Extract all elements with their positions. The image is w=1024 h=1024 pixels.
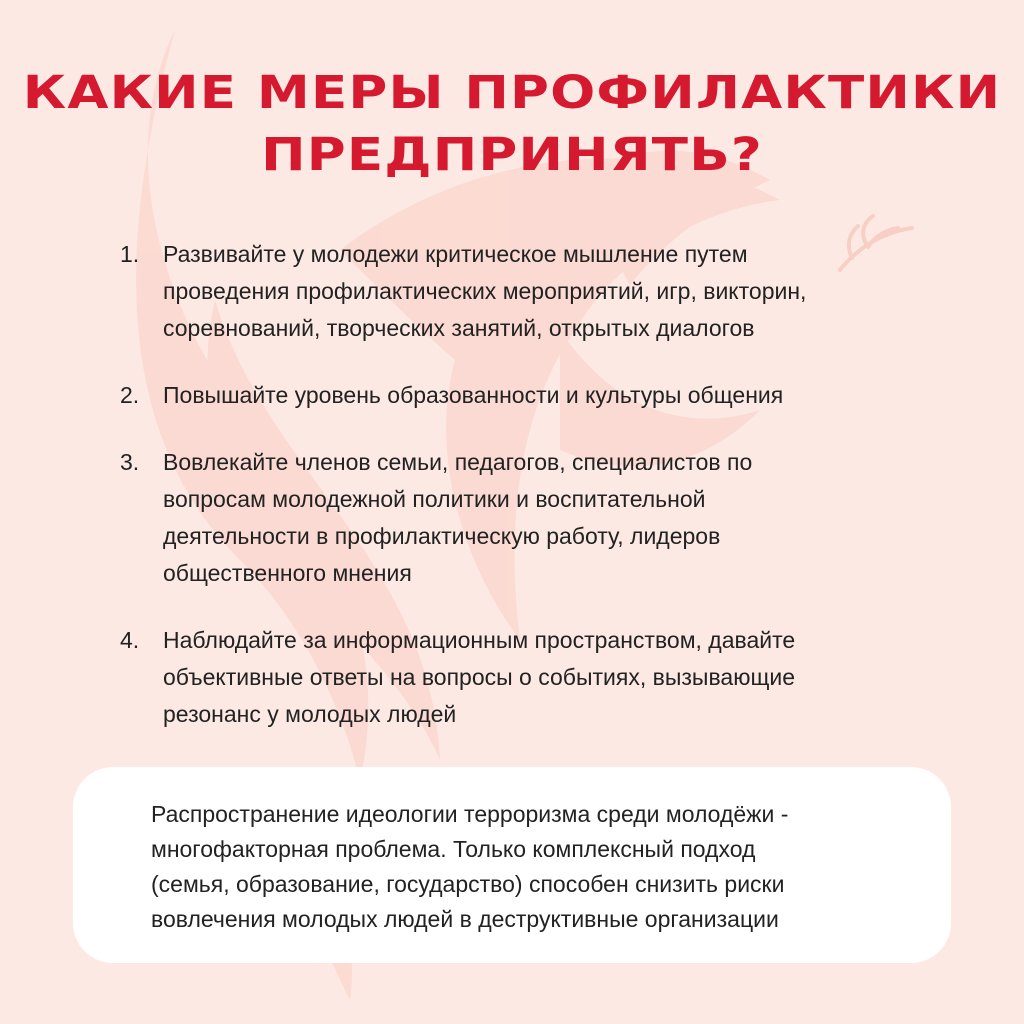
measure-line: Повышайте уровень образованности и культуры общения [163,382,784,408]
measure-number: 1. [120,241,140,267]
measure-line: Наблюдайте за информационным пространством, давайте [163,627,796,653]
summary-line: многофакторная проблема. Только комплексный подход [151,836,756,862]
measure-text [163,449,752,586]
measure-item-4 [120,622,930,733]
summary-line: Распространение идеологии терроризма среди молодёжи - [151,801,789,827]
measure-line: объективные ответы на вопросы о событиях, вызывающие [163,664,796,690]
measure-line: проведения профилактических мероприятий, игр, викторин, [163,278,807,304]
measure-text [163,627,795,727]
measure-line: Развивайте у молодежи критическое мышление путем [163,241,748,267]
measure-text [163,382,783,408]
measure-line: общественного мнения [163,560,412,586]
summary-text [151,797,921,937]
measure-text [163,241,806,341]
measure-item-1 [120,236,930,347]
prevention-measures-list [120,236,930,733]
measure-number: 2. [120,382,140,408]
summary-card [73,767,951,963]
page-title-line-2: ПРЕДПРИНЯТЬ? [261,128,763,181]
page-title [0,62,1024,186]
measure-number: 3. [120,449,140,475]
page-title-line-1: КАКИЕ МЕРЫ ПРОФИЛАКТИКИ [22,66,1002,119]
measure-line: резонанс у молодых людей [163,701,457,727]
measure-line: соревнований, творческих занятий, открытых диалогов [163,315,755,341]
summary-line: вовлечения молодых людей в деструктивные организации [151,906,779,932]
summary-line: (семья, образование, государство) способен снизить риски [151,871,785,897]
measure-item-3 [120,444,930,592]
measure-line: Вовлекайте членов семьи, педагогов, специалистов по [163,449,753,475]
measure-item-2 [120,377,930,414]
measure-number: 4. [120,627,140,653]
measure-line: деятельности в профилактическую работу, лидеров [163,523,721,549]
measure-line: вопросам молодежной политики и воспитательной [163,486,706,512]
